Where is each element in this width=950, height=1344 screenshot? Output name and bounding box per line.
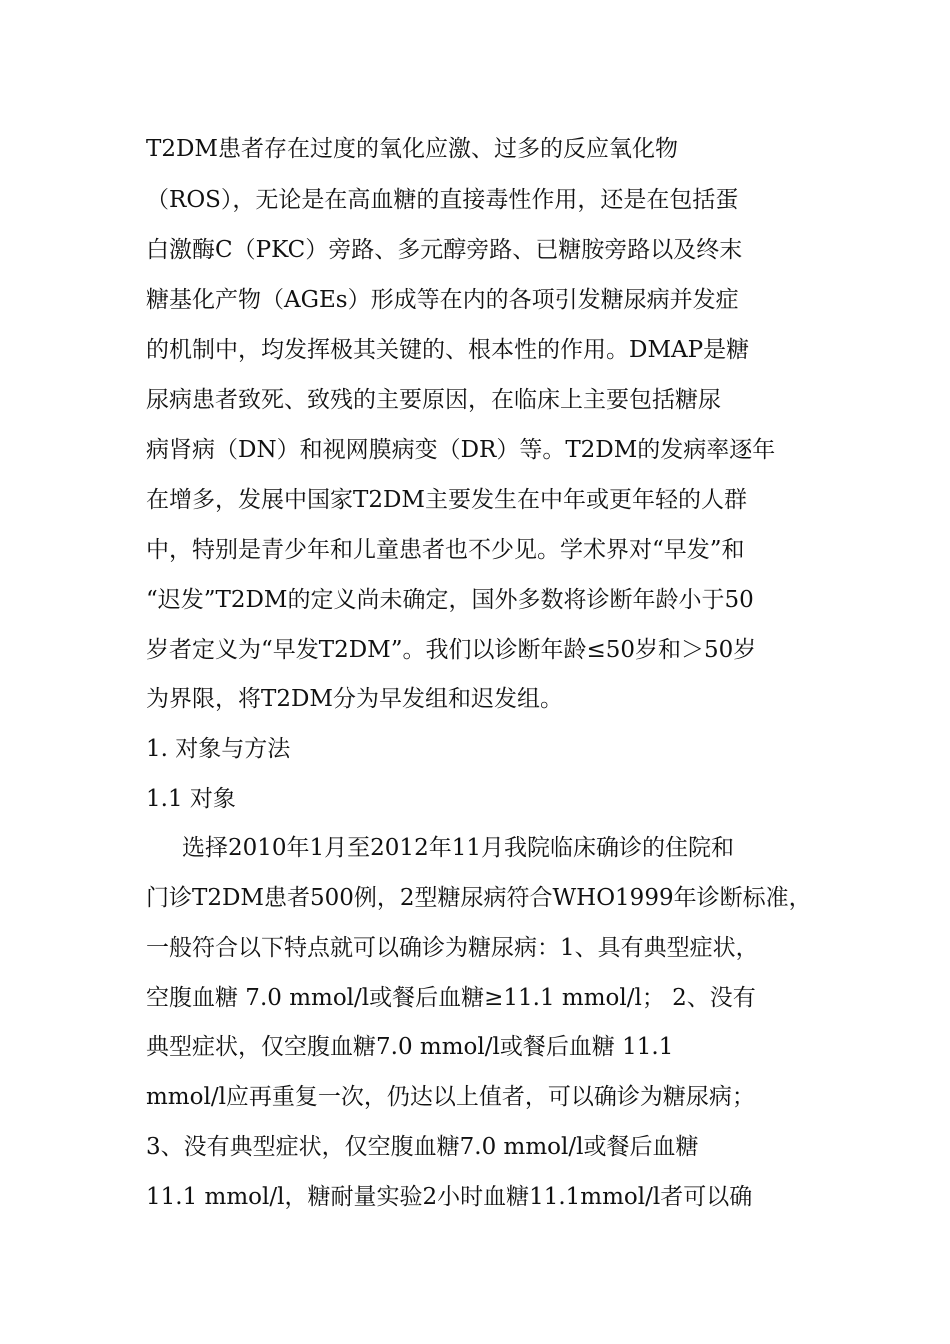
intro-line: 尿病患者致死、致残的主要原因，在临床上主要包括糖尿 [146,387,721,413]
subsection-heading: 1.1 对象 [146,786,236,812]
body-line: mmol/l应再重复一次，仍达以上值者，可以确诊为糖尿病； [146,1084,755,1110]
section-heading: 1. 对象与方法 [146,736,291,762]
body-line: 典型症状，仅空腹血糖7.0 mmol/l或餐后血糖 11.1 [146,1034,674,1060]
body-line: 一般符合以下特点就可以确诊为糖尿病：1、具有典型症状， [146,935,759,961]
intro-line: 在增多，发展中国家T2DM主要发生在中年或更年轻的人群 [146,487,747,513]
body-line: 门诊T2DM患者500例，2型糖尿病符合WHO1999年诊断标准， [146,885,812,911]
intro-line: 白激酶C（PKC）旁路、多元醇旁路、已糖胺旁路以及终末 [146,237,743,263]
intro-line: 岁者定义为“早发T2DM”。我们以诊断年龄≤50岁和＞50岁 [146,637,757,663]
intro-line: T2DM患者存在过度的氧化应激、过多的反应氧化物 [146,136,678,162]
intro-line: 糖基化产物（AGEs）形成等在内的各项引发糖尿病并发症 [146,287,739,313]
intro-line: “迟发”T2DM的定义尚未确定，国外多数将诊断年龄小于50 [146,587,754,613]
intro-line: 中，特别是青少年和儿童患者也不少见。学术界对“早发”和 [146,537,745,563]
intro-line: （ROS），无论是在高血糖的直接毒性作用，还是在包括蛋 [146,187,739,213]
intro-line: 为界限，将T2DM分为早发组和迟发组。 [146,686,563,712]
body-line: 3、没有典型症状，仅空腹血糖7.0 mmol/l或餐后血糖 [146,1134,699,1160]
body-line: 11.1 mmol/l，糖耐量实验2小时血糖11.1mmol/l者可以确 [146,1184,753,1210]
body-line: 选择2010年1月至2012年11月我院临床确诊的住院和 [182,835,734,861]
intro-line: 的机制中，均发挥极其关键的、根本性的作用。DMAP是糖 [146,337,750,363]
body-line: 空腹血糖 7.0 mmol/l或餐后血糖≥11.1 mmol/l； 2、没有 [146,985,756,1011]
intro-line: 病肾病（DN）和视网膜病变（DR）等。T2DM的发病率逐年 [146,437,776,463]
